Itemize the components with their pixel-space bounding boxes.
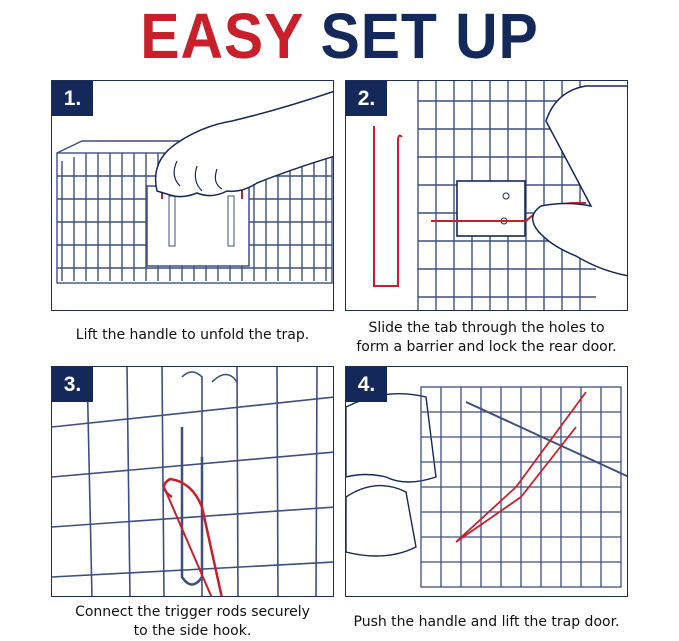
page-title — [27, 2, 652, 70]
step-2-number: 2. — [346, 81, 387, 116]
step-4-caption-line: Push the handle and lift the trap door. — [353, 614, 620, 630]
step-4-number: 4. — [346, 367, 387, 402]
step-3-number: 3. — [52, 367, 93, 402]
step-4-panel — [345, 366, 628, 597]
step-2-caption-line: Slide the tab through the holes to — [368, 320, 605, 336]
title-word-setup: SET UP — [320, 0, 539, 72]
step-1-illustration — [52, 81, 334, 311]
step-1-caption — [51, 326, 334, 345]
step-3-caption-line: to the side hook. — [133, 623, 252, 639]
title-word-easy: EASY — [140, 0, 304, 72]
step-2-illustration — [346, 81, 628, 311]
step-1-number: 1. — [52, 81, 93, 116]
step-4-illustration — [346, 367, 628, 597]
step-2-caption-line: form a barrier and lock the rear door. — [356, 339, 617, 355]
step-2-caption — [340, 319, 633, 357]
step-3-illustration — [52, 367, 334, 597]
step-3-panel — [51, 366, 334, 597]
step-1-caption-line: Lift the handle to unfold the trap. — [75, 327, 310, 343]
step-1-panel — [51, 80, 334, 311]
step-2-panel — [345, 80, 628, 311]
step-3-caption — [51, 603, 334, 641]
step-4-caption — [340, 613, 633, 632]
step-3-caption-line: Connect the trigger rods securely — [75, 604, 310, 620]
